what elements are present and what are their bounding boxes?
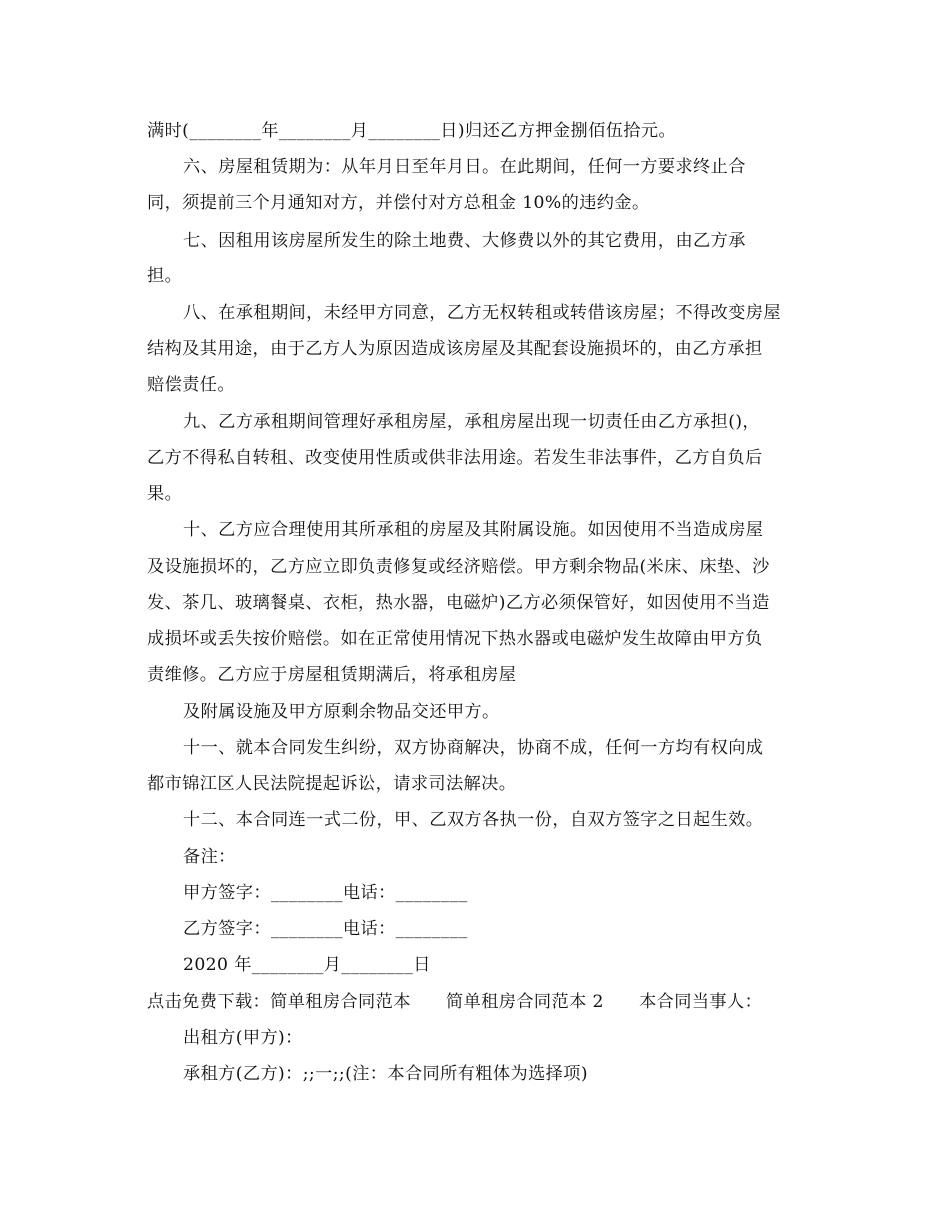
text-line: 八、在承租期间，未经甲方同意，乙方无权转租或转借该房屋；不得改变房屋: [183, 303, 781, 323]
text-line: 甲方签字：________电话：________: [183, 883, 468, 903]
text-line: 及附属设施及甲方原剩余物品交还甲方。: [183, 702, 500, 722]
text-line: 赔偿责任。: [147, 375, 235, 395]
text-line: 成损坏或丢失按价赔偿。如在正常使用情况下热水器或电磁炉发生故障由甲方负: [147, 629, 763, 649]
text-line: 都市锦江区人民法院提起诉讼，请求司法解决。: [147, 774, 517, 794]
text-line: 十一、就本合同发生纠纷，双方协商解决，协商不成，任何一方均有权向成: [183, 738, 764, 758]
text-line: 七、因租用该房屋所发生的除土地费、大修费以外的其它费用，由乙方承: [183, 231, 746, 251]
text-line: 发、茶几、玻璃餐桌、衣柜，热水器，电磁炉)乙方必须保管好，如因使用不当造: [147, 593, 770, 613]
text-line: 出租方(甲方)：: [183, 1028, 303, 1048]
text-line: 果。: [147, 484, 183, 504]
text-line: 责维修。乙方应于房屋租赁期满后，将承租房屋: [147, 665, 517, 685]
text-line: 点击免费下载：简单租房合同范本 简单租房合同范本 2 本合同当事人：: [147, 992, 763, 1012]
text-line: 担。: [147, 266, 183, 286]
text-line: 同，须提前三个月通知对方，并偿付对方总租金 10%的违约金。: [147, 193, 650, 213]
text-line: 九、乙方承租期间管理好承租房屋，承租房屋出现一切责任由乙方承担()，: [183, 412, 761, 432]
text-line: 六、房屋租赁期为：从年月日至年月日。在此期间，任何一方要求终止合: [183, 157, 746, 177]
text-line: 2020 年________月________日: [183, 955, 431, 975]
text-line: 及设施损坏的，乙方应立即负责修复或经济赔偿。甲方剩余物品(米床、床垫、沙: [147, 557, 770, 577]
text-line: 备注：: [183, 847, 236, 867]
text-line: 乙方签字：________电话：________: [183, 919, 468, 939]
text-line: 十二、本合同连一式二份，甲、乙双方各执一份，自双方签字之日起生效。: [183, 810, 764, 830]
text-line: 乙方不得私自转租、改变使用性质或供非法用途。若发生非法事件，乙方自负后: [147, 448, 763, 468]
text-line: 结构及其用途，由于乙方人为原因造成该房屋及其配套设施损坏的，由乙方承担: [147, 339, 763, 359]
text-line: 满时(________年________月________日)归还乙方押金捌佰伍拾元。: [147, 121, 677, 141]
text-line: 承租方(乙方)：;;一;;(注：本合同所有粗体为选择项): [183, 1064, 588, 1084]
text-line: 十、乙方应合理使用其所承租的房屋及其附属设施。如因使用不当造成房屋: [183, 520, 764, 540]
